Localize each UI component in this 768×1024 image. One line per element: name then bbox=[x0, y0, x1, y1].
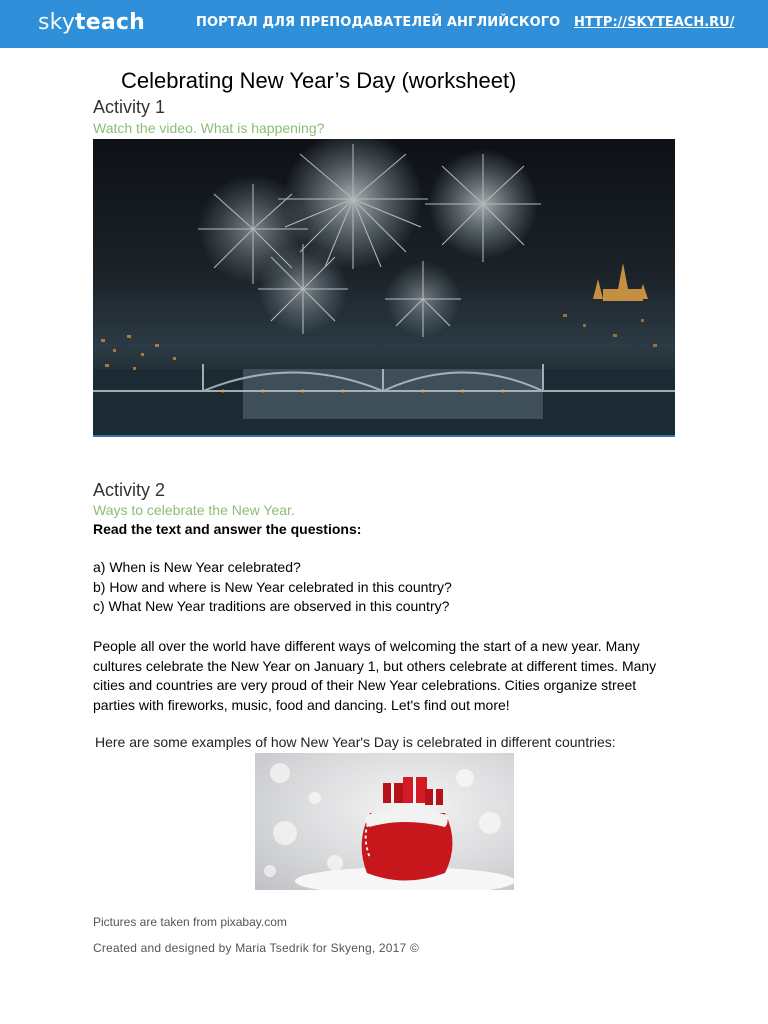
fireworks-photo[interactable] bbox=[93, 139, 675, 437]
question-a: a) When is New Year celebrated? bbox=[93, 559, 301, 575]
skyteach-logo[interactable] bbox=[38, 9, 145, 37]
logo-teach-text: teach bbox=[75, 10, 146, 35]
question-b: b) How and where is New Year celebrated in this country? bbox=[93, 578, 452, 595]
page-title: Celebrating New Year’s Day (worksheet) bbox=[121, 68, 517, 93]
activity1-heading: Activity 1 bbox=[93, 97, 166, 117]
reading-paragraph: People all over the world have different ways of welcoming the start of a new year. Many cultures celebrate the New Year on January 1, but others celebrate at different times. Many cities and countries are very proud of their New Year celebrations. Cities organize street parties with fireworks, music, food and dancing. Let's find out more! bbox=[93, 638, 657, 713]
logo-sky-text: sky bbox=[38, 10, 76, 35]
site-link[interactable]: HTTP://SKYTEACH.RU/ bbox=[574, 15, 735, 30]
author-credit: Created and designed by Maria Tsedrik for Skyeng, 2017 © bbox=[93, 941, 420, 955]
header-bar bbox=[0, 0, 768, 48]
gift-sack-photo[interactable] bbox=[255, 753, 514, 890]
activity2-instruction: Ways to celebrate the New Year. bbox=[93, 502, 295, 518]
question-list bbox=[93, 558, 452, 617]
question-c: c) What New Year traditions are observed in this country? bbox=[93, 598, 450, 614]
activity2-heading: Activity 2 bbox=[93, 480, 166, 500]
portal-tagline: ПОРТАЛ ДЛЯ ПРЕПОДАВАТЕЛЕЙ АНГЛИЙСКОГО bbox=[196, 15, 561, 30]
examples-line: Here are some examples of how New Year's Day is celebrated in different countries: bbox=[95, 734, 616, 750]
pictures-credit: Pictures are taken from pixabay.com bbox=[93, 915, 287, 929]
task-instruction: Read the text and answer the questions: bbox=[93, 521, 362, 537]
fireworks-illustration bbox=[93, 139, 675, 435]
gift-sack-illustration bbox=[255, 753, 514, 890]
activity1-instruction: Watch the video. What is happening? bbox=[93, 120, 325, 136]
